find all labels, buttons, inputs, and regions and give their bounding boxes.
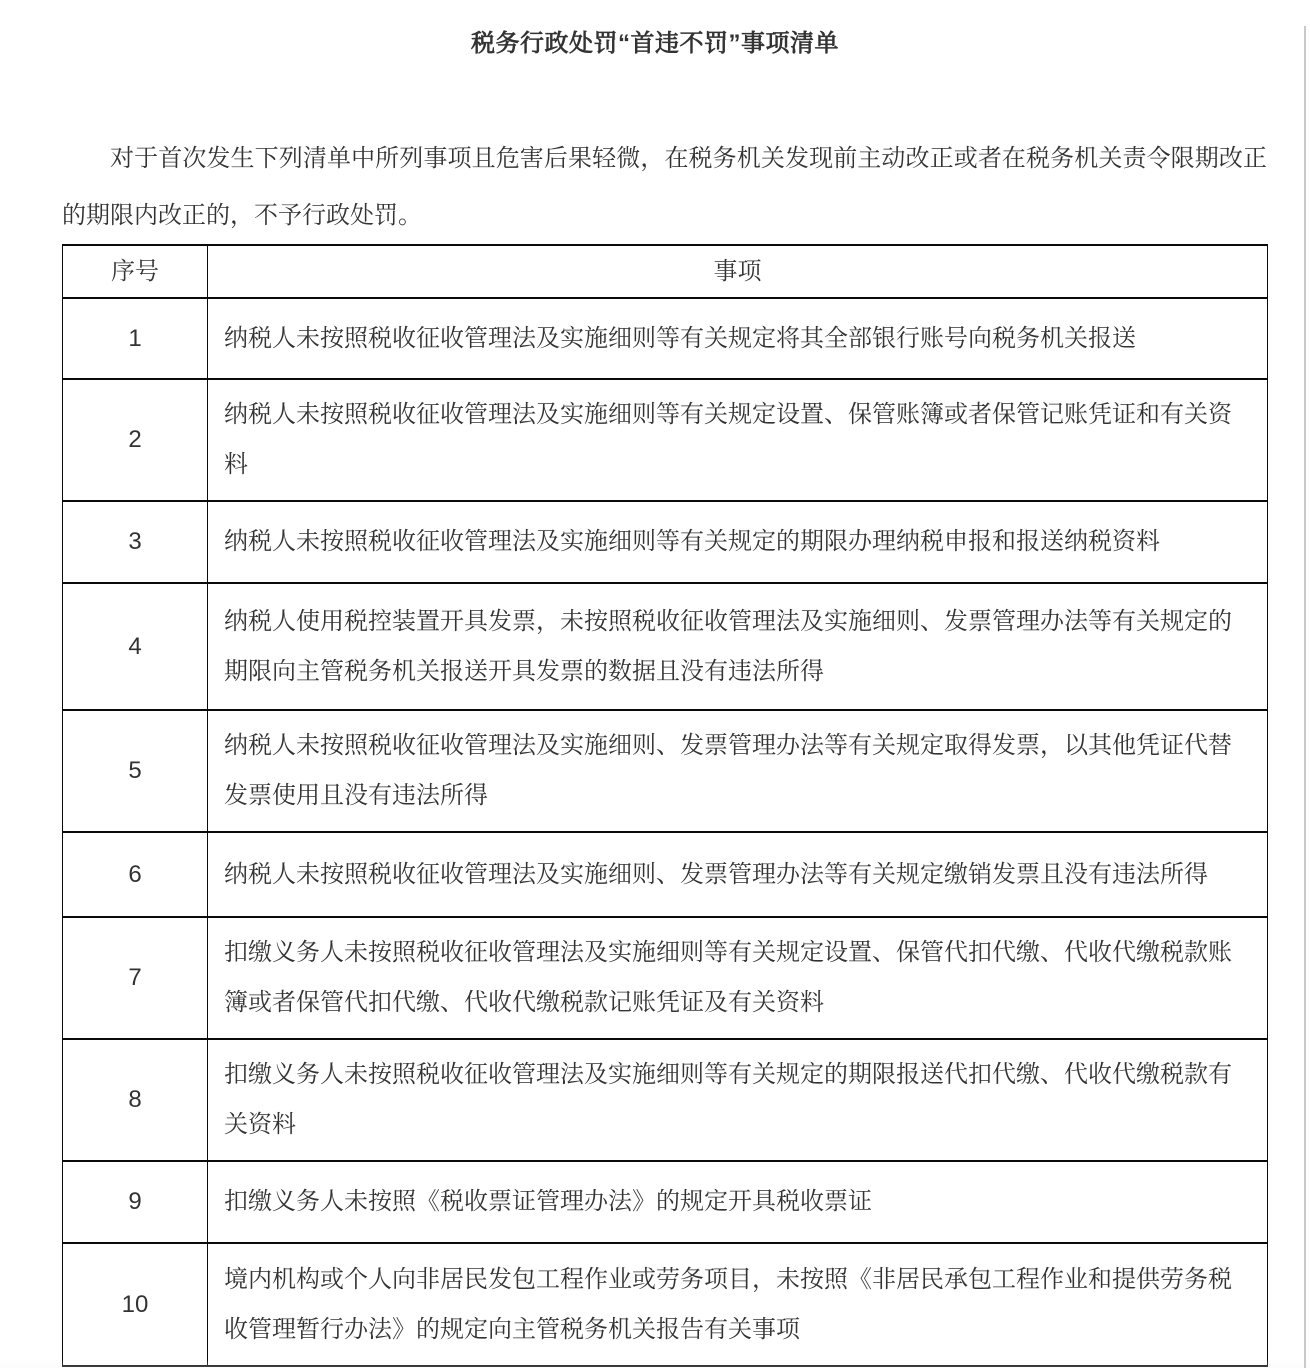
table-row — [63, 710, 1268, 832]
row-number-cell: 10 — [63, 1243, 208, 1366]
row-item-cell: 纳税人未按照税收征收管理法及实施细则、发票管理办法等有关规定取得发票，以其他凭证代替发票使用且没有违法所得 — [208, 710, 1268, 832]
row-number-cell: 4 — [63, 583, 208, 710]
row-number-cell: 3 — [63, 501, 208, 583]
row-item-cell: 纳税人未按照税收征收管理法及实施细则、发票管理办法等有关规定缴销发票且没有违法所得 — [208, 832, 1268, 917]
column-header-item: 事项 — [208, 245, 1268, 298]
table-row — [63, 832, 1268, 917]
page-edge-line — [1304, 26, 1306, 1368]
row-item-cell: 纳税人未按照税收征收管理法及实施细则等有关规定将其全部银行账号向税务机关报送 — [208, 298, 1268, 379]
items-table — [62, 244, 1268, 1367]
column-header-number: 序号 — [63, 245, 208, 298]
table-row — [63, 583, 1268, 710]
row-item-cell: 纳税人使用税控装置开具发票，未按照税收征收管理法及实施细则、发票管理办法等有关规定的期限向主管税务机关报送开具发票的数据且没有违法所得 — [208, 583, 1268, 710]
row-item-cell: 扣缴义务人未按照税收征收管理法及实施细则等有关规定的期限报送代扣代缴、代收代缴税款有关资料 — [208, 1039, 1268, 1161]
table-row — [63, 1161, 1268, 1243]
row-number-cell: 6 — [63, 832, 208, 917]
document-body — [62, 130, 1267, 1367]
row-number-cell: 9 — [63, 1161, 208, 1243]
row-item-cell: 境内机构或个人向非居民发包工程作业或劳务项目，未按照《非居民承包工程作业和提供劳务税收管理暂行办法》的规定向主管税务机关报告有关事项 — [208, 1243, 1268, 1366]
table-row — [63, 917, 1268, 1039]
document-page — [0, 26, 1310, 1368]
table-row — [63, 501, 1268, 583]
table-body — [63, 298, 1268, 1366]
row-item-cell: 纳税人未按照税收征收管理法及实施细则等有关规定设置、保管账簿或者保管记账凭证和有关资料 — [208, 379, 1268, 501]
table-row — [63, 379, 1268, 501]
page-title: 税务行政处罚“首违不罚”事项清单 — [471, 30, 839, 57]
table-header — [63, 245, 1268, 298]
row-number-cell: 5 — [63, 710, 208, 832]
intro-paragraph: 对于首次发生下列清单中所列事项且危害后果轻微，在税务机关发现前主动改正或者在税务机关责令限期改正的期限内改正的，不予行政处罚。 — [62, 145, 1267, 229]
table-row — [63, 298, 1268, 379]
row-item-cell: 扣缴义务人未按照《税收票证管理办法》的规定开具税收票证 — [208, 1161, 1268, 1243]
row-item-cell: 纳税人未按照税收征收管理法及实施细则等有关规定的期限办理纳税申报和报送纳税资料 — [208, 501, 1268, 583]
row-number-cell: 8 — [63, 1039, 208, 1161]
table-row — [63, 1243, 1268, 1366]
table-row — [63, 1039, 1268, 1161]
row-number-cell: 7 — [63, 917, 208, 1039]
row-item-cell: 扣缴义务人未按照税收征收管理法及实施细则等有关规定设置、保管代扣代缴、代收代缴税款账簿或者保管代扣代缴、代收代缴税款记账凭证及有关资料 — [208, 917, 1268, 1039]
row-number-cell: 2 — [63, 379, 208, 501]
table-header-row — [63, 245, 1268, 298]
row-number-cell: 1 — [63, 298, 208, 379]
